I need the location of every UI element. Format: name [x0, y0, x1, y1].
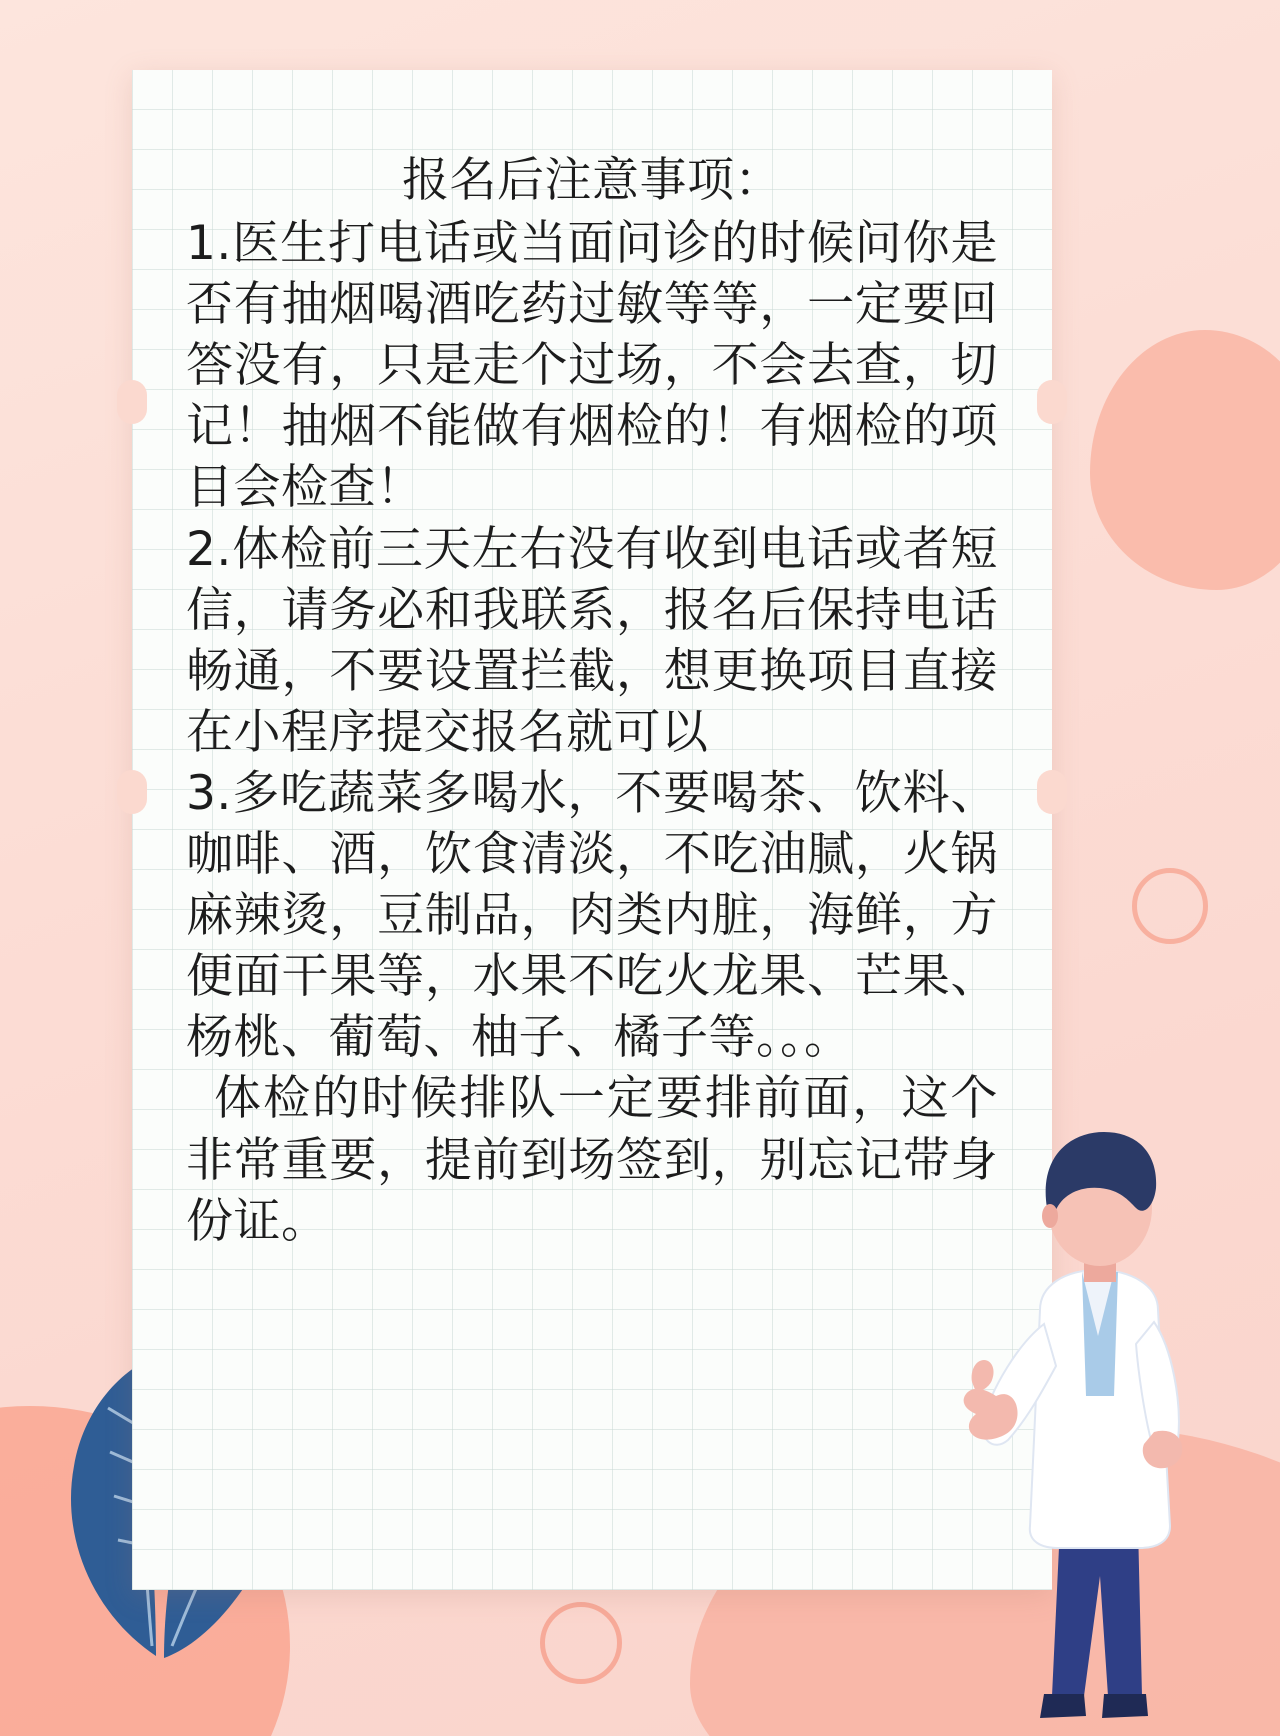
note-paragraph-1: 1.医生打电话或当面问诊的时候问你是否有抽烟喝酒吃药过敏等等，一定要回答没有，只是走个过场，不会去查，切记！抽烟不能做有烟检的！有烟检的项目会检查！: [186, 216, 998, 516]
circle-outline-bottom-decoration: [540, 1602, 622, 1684]
note-card: [132, 70, 1052, 1590]
note-title: 报名后注意事项：: [402, 153, 782, 208]
note-paragraph-3: 3.多吃蔬菜多喝水，不要喝茶、饮料、咖啡、酒，饮食清淡，不吃油腻，火锅麻辣烫，豆制品，肉类内脏，海鲜，方便面干果等，水果不吃火龙果、芒果、杨桃、葡萄、柚子、橘子等。。。: [186, 765, 998, 1066]
note-paragraph-4: 体检的时候排队一定要排前面，这个非常重要，提前到场签到，别忘记带身份证。: [186, 1071, 998, 1249]
coral-blob-top-right-decoration: [1090, 330, 1280, 590]
doctor-illustration: [932, 1096, 1262, 1736]
note-content: [132, 70, 1052, 1252]
note-paragraph-2: 2.体检前三天左右没有收到电话或者短信，请务必和我联系，报名后保持电话畅通，不要设置拦截，想更换项目直接在小程序提交报名就可以: [186, 521, 998, 760]
circle-outline-right-decoration: [1132, 868, 1208, 944]
